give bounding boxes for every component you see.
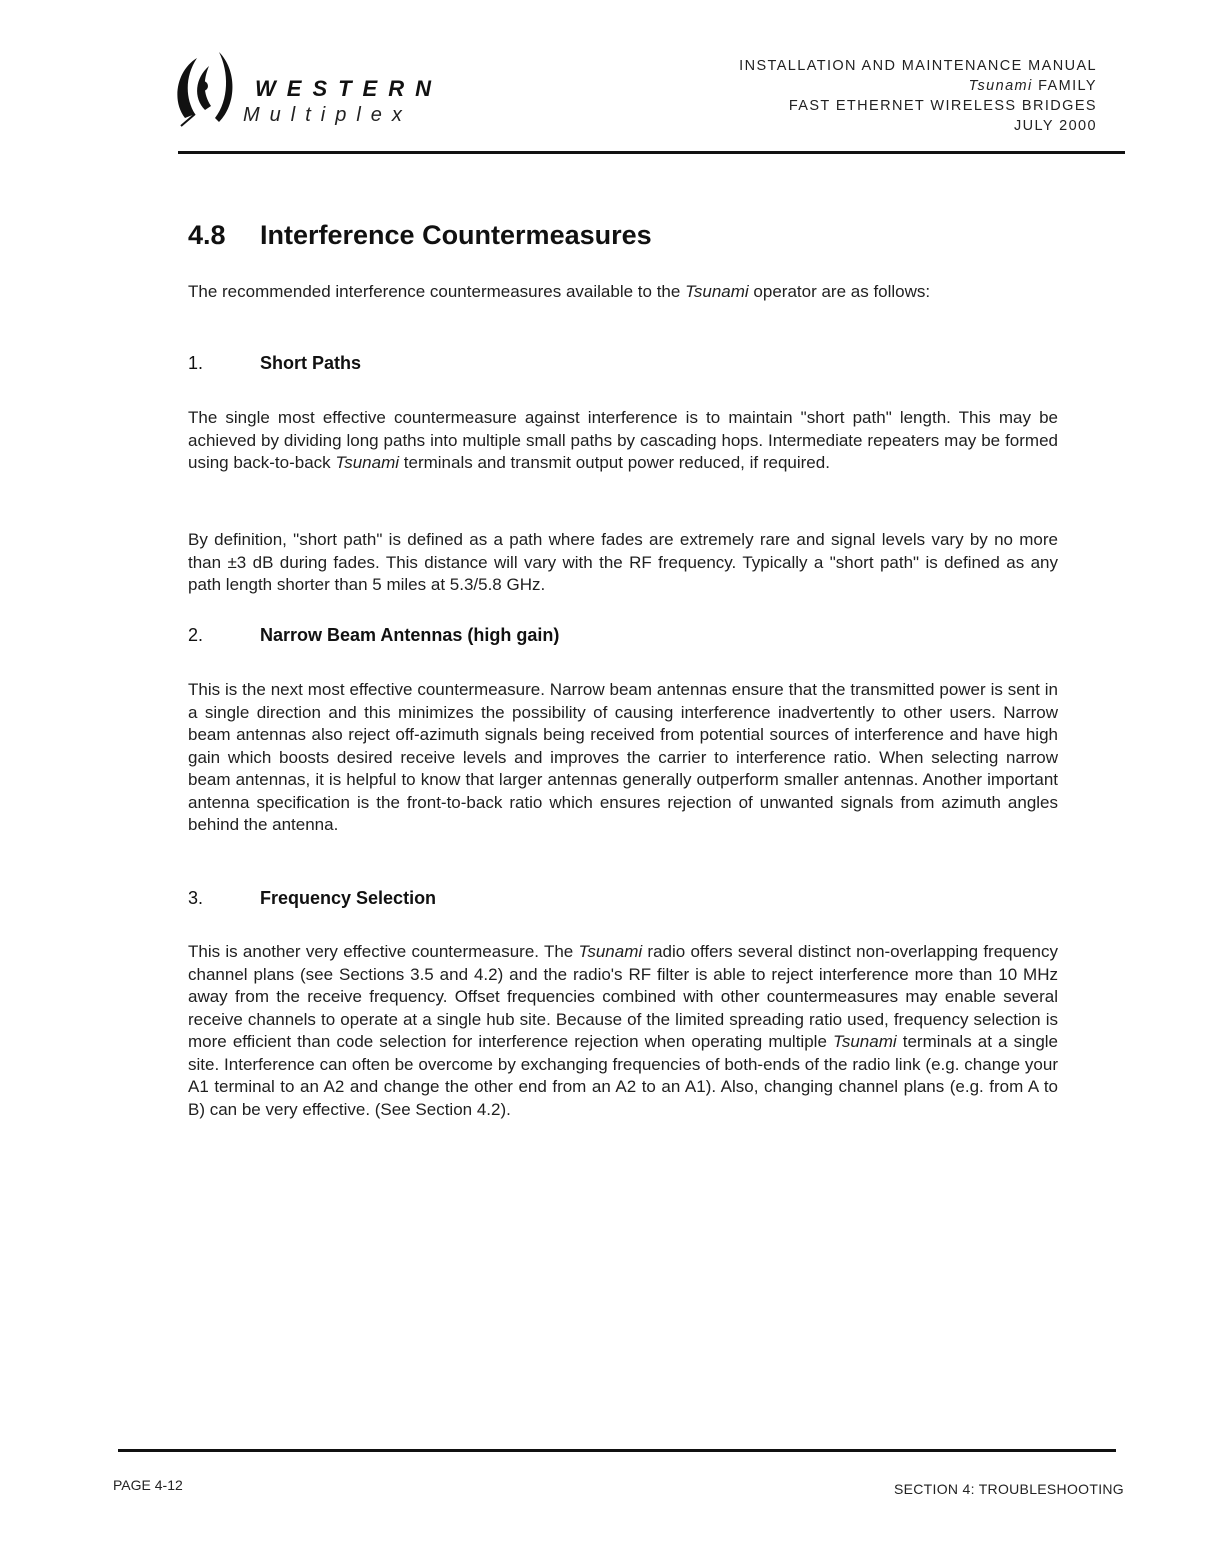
section-heading	[188, 220, 652, 251]
footer-rule	[118, 1449, 1116, 1452]
section-number: 4.8	[188, 220, 226, 250]
narrow-beam-paragraph: This is the next most effective countermeasure. Narrow beam antennas ensure that the transmitted power is sent in a single direction and this minimizes the possibility of causing interference inadvertently to other users. Narrow beam antennas also reject off-azimuth signals being received from potential sources of interference and have high gain which boosts desired receive levels and improves the carrier to interference ratio. When selecting narrow beam antennas, it is helpful to know that larger antennas generally outperform smaller antennas. Another important antenna specification is the front-to-back ratio which ensures rejection of unwanted signals from azimuth angles behind the antenna.	[188, 680, 1058, 834]
logo-word-multiplex: Multiplex	[243, 104, 412, 126]
page-number: PAGE 4-12	[113, 1477, 183, 1493]
header-date: JULY 2000	[1013, 118, 1097, 134]
subheading-short-paths: 1. Short Paths	[188, 353, 362, 373]
logo-word-western: WESTERN	[255, 76, 442, 101]
logo-wave-icon	[175, 48, 250, 128]
subheading-frequency-selection: 3. Frequency Selection	[188, 888, 437, 908]
section-title: Interference Countermeasures	[260, 220, 652, 250]
header-manual-title: INSTALLATION AND MAINTENANCE MANUAL	[739, 58, 1097, 74]
header-info	[739, 56, 1097, 136]
header-family: Tsunami FAMILY	[968, 78, 1097, 94]
western-multiplex-logo	[175, 48, 465, 138]
header-rule	[178, 151, 1125, 154]
frequency-selection-paragraph: This is another very effective countermeasure. The Tsunami radio offers several distinct non-overlapping frequency channel plans (see Sections 3.5 and 4.2) and the radio's RF filter is able to reject interference more than 10 MHz away from the receive frequency. Offset frequencies combined with other countermeasures may enable several receive channels to operate at a single hub site. Because of the limited spreading ratio used, frequency selection is more efficient than code selection for interference rejection when operating multiple Tsunami terminals at a single site. Interference can often be overcome by exchanging frequencies of both-ends of the radio link (e.g. change your A1 terminal to an A2 and change the other end from an A2 to an A1). Also, changing channel plans (e.g. from A to B) can be very effective. (See Section 4.2).	[188, 942, 1059, 1119]
short-paths-paragraph-2: By definition, "short path" is defined as a path where fades are extremely rare and signal levels vary by no more than ±3 dB during fades. This distance will vary with the RF frequency. Typically a "short path" is defined as any path length shorter than 5 miles at 5.3/5.8 GHz.	[188, 530, 1058, 594]
subheading-narrow-beam: 2. Narrow Beam Antennas (high gain)	[188, 625, 560, 645]
header-product: FAST ETHERNET WIRELESS BRIDGES	[788, 98, 1097, 114]
section-footer: SECTION 4: TROUBLESHOOTING	[893, 1481, 1124, 1497]
short-paths-paragraph-1: The single most effective countermeasure against interference is to maintain "short path" length. This may be achieved by dividing long paths into multiple small paths by cascading hops. Intermediate repeaters may be formed using back-to-back Tsunami terminals and transmit output power reduced, if required.	[188, 408, 1058, 472]
intro-paragraph: The recommended interference countermeasures available to the Tsunami operator are as follows:	[188, 282, 931, 301]
